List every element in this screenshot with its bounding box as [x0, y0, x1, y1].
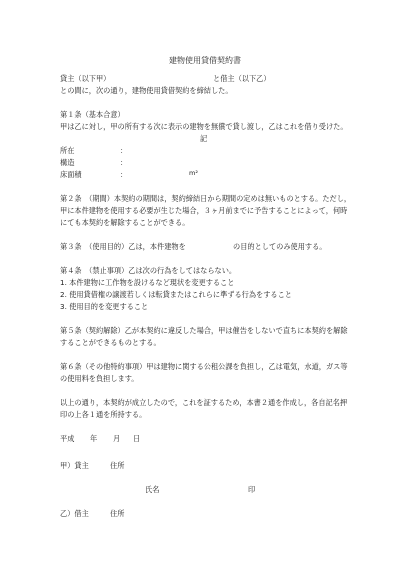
borrower-address-label: 住所 — [110, 509, 125, 518]
lender-signature-party: 甲）貸主 — [60, 461, 89, 470]
lender-address-label: 住所 — [110, 461, 125, 470]
field-location-label: 所在 — [60, 146, 75, 155]
article4-heading: 第４条 （禁止事項）乙は次の行為をしてはならない。 — [60, 266, 237, 275]
article2-line2: 甲に本件建物を使用する必要が生じた場合，３ヶ月前までに予告することによって，何時 — [60, 206, 348, 215]
field-location-colon: ： — [120, 146, 128, 155]
article6-line1: 第６条（その他特約事項）甲は建物に関する公租公課を負担し，乙は電気，水道，ガス等 — [60, 362, 348, 371]
ki-marker: 記 — [200, 134, 208, 143]
field-floor-area-colon: ： — [120, 170, 128, 179]
lender-label: 貸主（以下甲） — [60, 74, 111, 83]
date-era: 平成 — [60, 434, 75, 443]
intro-text: との間に，次の通り，建物使用貸借契約を締結した。 — [60, 86, 233, 95]
date-day: 日 — [133, 434, 141, 443]
article3-part1: 第３条 （使用目的）乙は，本件建物を — [60, 242, 186, 251]
date-year: 年 — [90, 434, 98, 443]
field-structure-colon: ： — [120, 158, 128, 167]
lender-name-label: 氏名 — [145, 485, 160, 494]
article3-part2: の目的としてのみ使用する。 — [233, 242, 327, 251]
closing-line1: 以上の通り，本契約が成立したので，これを証するため，本書２通を作成し，各自記名押 — [60, 398, 348, 407]
article4-item-3: 3. 使用目的を変更すること — [60, 302, 149, 311]
borrower-signature-party: 乙）借主 — [60, 509, 89, 518]
field-floor-area-label: 床面積 — [60, 170, 82, 179]
article5-line2: することができるものとする。 — [60, 338, 161, 347]
article4-item-1: 1. 本件建物に工作物を設けるなど現状を変更すること — [60, 278, 235, 287]
article4-item-2: 2. 使用貸借権の譲渡若しくは転貸またはこれらに準ずる行為をすること — [60, 290, 292, 299]
borrower-label: と借主（以下乙） — [213, 74, 271, 83]
field-structure-label: 構造 — [60, 158, 75, 167]
document-title: 建物使用貸借契約書 — [169, 56, 241, 65]
article1-body: 甲は乙に対し，甲の所有する次に表示の建物を無償で貸し渡し，乙はこれを借り受けた。 — [60, 122, 348, 131]
date-month: 月 — [113, 434, 121, 443]
article6-line2: の使用料を負担します。 — [60, 374, 139, 383]
article5-line1: 第５条（契約解除）乙が本契約に違反した場合，甲は催告をしないで直ちに本契約を解除 — [60, 326, 348, 335]
article2-line1: 第２条 （期間）本契約の期間は，契約締結日から期間の定めは無いものとする。ただし， — [60, 194, 352, 203]
closing-line2: 印の上各１通を所持する。 — [60, 410, 147, 419]
article2-line3: にても本契約を解除することができる。 — [60, 218, 190, 227]
seal-mark: 印 — [248, 485, 256, 494]
field-floor-area-unit: m² — [189, 169, 198, 177]
article1-heading: 第１条（基本合意） — [60, 110, 125, 119]
